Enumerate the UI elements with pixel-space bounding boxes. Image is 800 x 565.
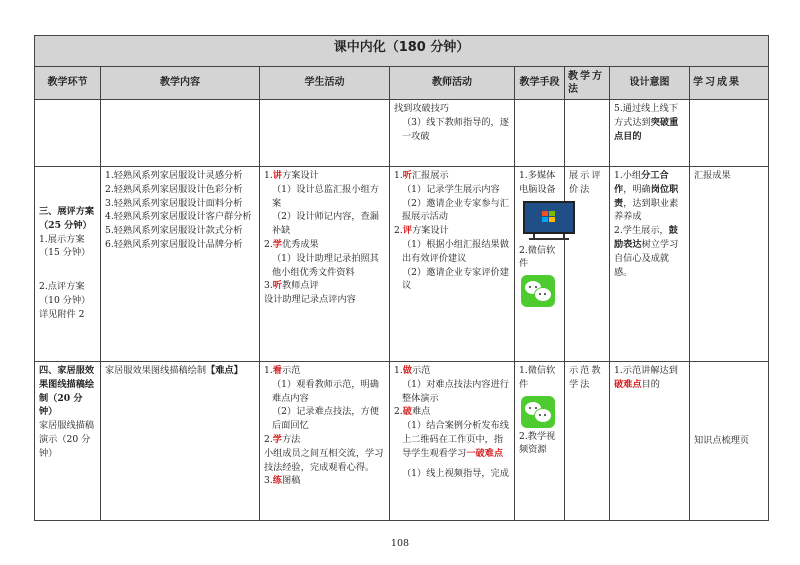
design-emphasis: 突破重点目的 — [614, 116, 679, 142]
stage-title: 四、家居服效果图线描稿绘制（20 分钟） — [39, 365, 95, 418]
design-text: 1.小组分工合作，明确岗位职责，达到职业素养养成 — [614, 170, 679, 223]
header-stage: 教学环节 — [35, 67, 101, 100]
outcome-text: 汇报成果 — [694, 170, 731, 181]
content-item: 5.轻熟风系列家居服设计款式分析 — [105, 225, 243, 237]
lesson-plan-table — [34, 35, 769, 521]
teacher-line: （3）线下教师指导的，逐一攻破 — [402, 116, 509, 142]
header-student: 学生活动 — [260, 67, 390, 100]
stage-line: 详见附件 2 — [39, 308, 85, 320]
cell-outcome — [690, 167, 769, 362]
student-line: 设计助理记录点评内容 — [264, 294, 356, 306]
cell-means — [515, 362, 565, 521]
cell-means — [515, 100, 565, 167]
cell-method — [565, 167, 610, 362]
header-row — [35, 67, 769, 100]
header-means: 教学手段 — [515, 67, 565, 100]
cell-student — [260, 167, 390, 362]
cell-method — [565, 362, 610, 521]
header-method: 教学方法 — [565, 67, 610, 100]
table-row — [35, 362, 769, 521]
design-emphasis: 破难点 — [614, 378, 642, 390]
student-line: （1）设计助理记录拍照其他小组优秀文件资料 — [272, 252, 379, 278]
table-row — [35, 167, 769, 362]
content-item: 3.轻熟风系列家居服设计面料分析 — [105, 197, 243, 209]
cell-outcome — [690, 100, 769, 167]
page-number: 108 — [390, 538, 410, 549]
teacher-step: 2.破难点 — [394, 406, 431, 418]
method-text: 示范教学法 — [569, 365, 603, 390]
cell-content — [101, 167, 260, 362]
monitor-icon — [523, 201, 575, 241]
cell-means — [515, 167, 565, 362]
student-step: 3.练图稿 — [264, 475, 301, 487]
cell-stage — [35, 167, 101, 362]
table-row — [35, 100, 769, 167]
means-item: 2.微信软件 — [519, 244, 556, 270]
teacher-line: （1）线上视频指导，完成 — [402, 467, 509, 479]
header-design: 设计意图 — [610, 67, 690, 100]
means-item: 1.多媒体电脑设备 — [519, 170, 556, 195]
student-line: （1）设计总监汇报小组方案 — [272, 183, 379, 209]
cell-design — [610, 362, 690, 521]
teacher-line: （2）邀请企业专家参与汇报展示活动 — [402, 197, 509, 223]
cell-teacher — [390, 167, 515, 362]
difficulty-tag: 【难点】 — [206, 365, 243, 376]
teacher-line: （1）结合案例分析发布线上二维码在工作页中，指导学生观看学习一破难点 — [402, 420, 509, 459]
student-line: （2）设计师记内容，查漏补缺 — [272, 211, 379, 237]
content-item: 家居服效果图线描稿绘制 — [105, 365, 207, 376]
student-step: 1.看示范 — [264, 365, 301, 376]
wechat-icon — [521, 275, 555, 307]
student-step: 3.听教师点评 — [264, 280, 319, 292]
means-item: 1.微信软件 — [519, 365, 556, 390]
student-step: 1.讲方案设计 — [264, 170, 319, 181]
cell-method — [565, 100, 610, 167]
design-text: 目的 — [641, 378, 660, 390]
stage-line: 1.展示方案（15 分钟） — [39, 233, 91, 259]
teacher-step: 1.听汇报展示 — [394, 170, 449, 181]
teacher-line: （1）根据小组汇报结果做出有效评价建议 — [402, 238, 509, 264]
content-item: 2.轻熟风系列家居服设计色彩分析 — [105, 183, 243, 195]
student-line: （2）记录难点技法，方便后面回忆 — [272, 406, 379, 432]
header-teacher: 教师活动 — [390, 67, 515, 100]
design-text: 5.通过线上线下方式达到 — [614, 103, 678, 128]
cell-design — [610, 100, 690, 167]
teacher-line: （1）对难点技法内容进行整体演示 — [402, 378, 509, 404]
content-item: 4.轻熟风系列家居服设计客户群分析 — [105, 211, 252, 223]
cell-teacher — [390, 362, 515, 521]
cell-stage — [35, 362, 101, 521]
teacher-line: 找到攻破技巧 — [394, 103, 450, 114]
teacher-line: （2）邀请企业专家评价建议 — [402, 266, 509, 292]
section-title: 课中内化（180 分钟） — [35, 36, 769, 67]
stage-line: 家居服线描稿演示（20 分钟） — [39, 420, 95, 459]
design-text: 1.示范讲解达到 — [614, 365, 678, 376]
content-item: 6.轻熟风系列家居服设计品牌分析 — [105, 238, 243, 250]
teacher-line: （1）记录学生展示内容 — [402, 183, 500, 195]
design-text: 2.学生展示，鼓励表达树立学习自信心及成就感。 — [614, 225, 679, 278]
means-item: 2.教学视频资源 — [519, 430, 556, 456]
cell-student — [260, 100, 390, 167]
header-outcome: 学习成果 — [690, 67, 769, 100]
cell-outcome — [690, 362, 769, 521]
stage-line: 2.点评方案（10 分钟） — [39, 281, 91, 306]
cell-teacher — [390, 100, 515, 167]
student-line: （1）观看教师示范，明确难点内容 — [272, 378, 379, 404]
wechat-icon — [521, 396, 555, 428]
cell-design — [610, 167, 690, 362]
student-step: 2.学优秀成果 — [264, 238, 319, 250]
cell-stage — [35, 100, 101, 167]
content-item: 1.轻熟风系列家居服设计灵感分析 — [105, 170, 243, 181]
student-step: 2.学方法 — [264, 433, 301, 445]
stage-title: 三、展评方案（25 分钟） — [39, 206, 95, 231]
teacher-step: 2.评方案设计 — [394, 225, 449, 237]
header-content: 教学内容 — [101, 67, 260, 100]
outcome-text: 知识点梳理页 — [694, 435, 750, 447]
cell-content — [101, 362, 260, 521]
cell-content — [101, 100, 260, 167]
student-line: 小组成员之间互相交流，学习技法经验，完成观看心得。 — [264, 447, 384, 473]
cell-student — [260, 362, 390, 521]
method-text: 展示评价法 — [569, 170, 603, 195]
teacher-step: 1.做示范 — [394, 365, 431, 376]
